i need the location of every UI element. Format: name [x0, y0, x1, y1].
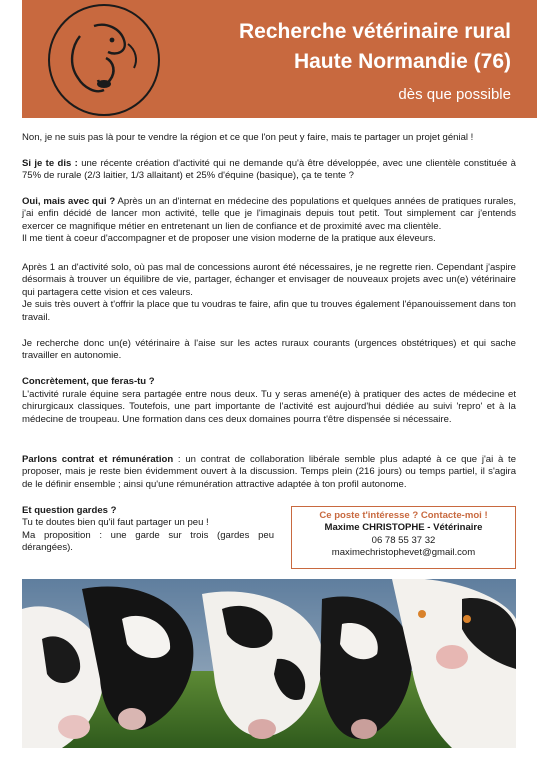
experience-text: Après 1 an d'activité solo, où pas mal de concessions auront été nécessaires, je ne regrette rien. Cependant j'aspire désormais à trouver un équilibre de vie, partager, échanger et envisager de nouveaux projets avec un(e) vétérinaire qui partagera cette vision et ces valeurs.: [22, 262, 516, 298]
contract-text: : un contrat de collaboration libérale semble plus adapté à ce que j'ai à te proposer, mais je reste bien évidemment ouvert à la discussion. Temps plein (216 jours) ou temps partiel, il s'agira de le définir ensemble ; ainsi qu'une rémunération attractive adaptée à ton profil autonome.: [22, 454, 517, 490]
offer-label: Si je te dis :: [22, 158, 78, 169]
contact-phone[interactable]: 06 78 55 37 32: [371, 534, 436, 546]
tasks-label: Concrètement, que feras-tu ?: [22, 376, 155, 387]
about-text: Après un an d'internat en médecine des populations et quelques années de pratiques rurales, j'ai enfin décidé de lancer mon activité, telle que je l'imaginais depuis tout petit. Tout simplement car j'entends exercer ce magnifique métier en entretenant un lien de confiance et de proximité avec ma clientèle.: [22, 196, 516, 232]
cows-grazing-icon: [22, 579, 516, 748]
title-line-2: Haute Normandie (76): [293, 50, 511, 73]
experience-text-2: Je suis très ouvert à t'offrir la place que tu voudras te faire, afin que tu trouves également l'épanouissement dans ton travail.: [22, 299, 516, 323]
on-call-label: Et question gardes ?: [22, 505, 117, 516]
subtitle: dès que possible: [398, 86, 511, 103]
tasks-paragraph: L'activité rurale équine sera partagée entre nous deux. Tu y seras amené(e) à pratiquer des actes de médecine et chirurgicaux classiques. Toutefois, une part importante de l'activité est aujourd'hui dédiée au suivi 'repro' et à la médecine de troupeau. Une formation dans ces deux domaines pourra t'être dispensée si nécessaire.: [22, 389, 516, 425]
cows-photo: [22, 579, 516, 748]
tasks-heading: [22, 376, 516, 388]
on-call-line-1: Tu te doutes bien qu'il faut partager un peu !: [22, 517, 209, 529]
contract-label: Parlons contrat et rémunération: [22, 454, 174, 465]
contact-name: Maxime CHRISTOPHE - Vétérinaire: [324, 522, 483, 534]
about-paragraph: [22, 196, 516, 246]
offer-paragraph: [22, 158, 516, 183]
experience-paragraph: [22, 262, 516, 324]
logo: [48, 4, 160, 116]
on-call-block: [22, 505, 274, 555]
contract-paragraph: [22, 454, 516, 491]
title-line-1: Recherche vétérinaire rural: [239, 20, 511, 43]
header-banner: [22, 0, 537, 118]
offer-text: une récente création d'activité qui ne demande qu'à être développée, avec une clientèle constituée à 75% de rurale (2/3 laitier, 1/3 allaitant) et 25% d'équine (basique), ça te tente ?: [22, 158, 516, 182]
about-label: Oui, mais avec qui ?: [22, 196, 116, 207]
on-call-line-2: Ma proposition : une garde sur trois (gardes peu dérangées).: [22, 529, 274, 554]
cow-logo-icon: [50, 6, 158, 114]
search-paragraph: Je recherche donc un(e) vétérinaire à l'aise sur les actes ruraux courants (urgences obstétriques) et qui sache travailler en autonomie.: [22, 338, 516, 362]
contact-email[interactable]: maximechristophevet@gmail.com: [331, 547, 476, 559]
about-text-2: Il me tient à coeur d'accompagner et de proposer une vision moderne de la pratique aux éleveurs.: [22, 233, 436, 245]
contact-headline: Ce poste t'intéresse ? Contacte-moi !: [319, 510, 488, 521]
contact-box: [291, 506, 516, 569]
intro-paragraph: Non, je ne suis pas là pour te vendre la région et ce que l'on peut y faire, mais te partager un projet génial !: [22, 132, 474, 143]
